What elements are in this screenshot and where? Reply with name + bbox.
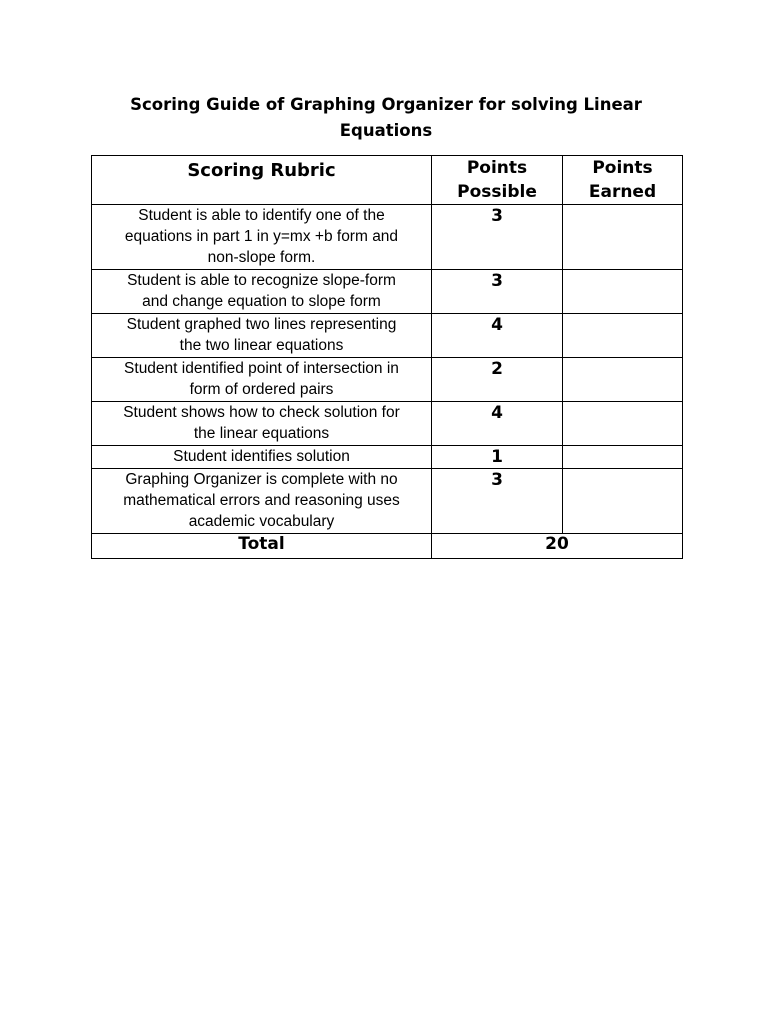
table-row bbox=[92, 314, 683, 358]
page-title: Scoring Guide of Graphing Organizer for solving Linear Equations bbox=[130, 95, 642, 140]
scoring-rubric-table bbox=[91, 155, 683, 559]
points-earned-cell[interactable] bbox=[563, 446, 683, 469]
points-possible-cell: 3 bbox=[432, 205, 563, 270]
table-row bbox=[92, 402, 683, 446]
header-points-possible: Points Possible bbox=[432, 156, 563, 205]
points-earned-cell[interactable] bbox=[563, 402, 683, 446]
criterion-cell: Student graphed two lines representing the two linear equations bbox=[92, 314, 432, 358]
points-earned-cell[interactable] bbox=[563, 205, 683, 270]
table-row bbox=[92, 205, 683, 270]
total-row bbox=[92, 534, 683, 559]
criterion-cell: Graphing Organizer is complete with no mathematical errors and reasoning uses academic vocabulary bbox=[92, 469, 432, 534]
points-possible-cell: 3 bbox=[432, 469, 563, 534]
header-points-earned: Points Earned bbox=[563, 156, 683, 205]
table-row bbox=[92, 446, 683, 469]
points-earned-cell[interactable] bbox=[563, 469, 683, 534]
points-earned-cell[interactable] bbox=[563, 270, 683, 314]
total-label: Total bbox=[92, 534, 432, 559]
header-scoring-rubric: Scoring Rubric bbox=[92, 156, 432, 205]
points-earned-cell[interactable] bbox=[563, 358, 683, 402]
table-row bbox=[92, 270, 683, 314]
points-possible-cell: 2 bbox=[432, 358, 563, 402]
criterion-cell: Student is able to recognize slope-form and change equation to slope form bbox=[92, 270, 432, 314]
points-possible-cell: 1 bbox=[432, 446, 563, 469]
criterion-cell: Student identified point of intersection in form of ordered pairs bbox=[92, 358, 432, 402]
criterion-cell: Student shows how to check solution for the linear equations bbox=[92, 402, 432, 446]
total-value: 20 bbox=[432, 534, 683, 559]
points-earned-cell[interactable] bbox=[563, 314, 683, 358]
table-row bbox=[92, 469, 683, 534]
points-possible-cell: 4 bbox=[432, 402, 563, 446]
points-possible-cell: 4 bbox=[432, 314, 563, 358]
points-possible-cell: 3 bbox=[432, 270, 563, 314]
criterion-cell: Student identifies solution bbox=[92, 446, 432, 469]
table-row bbox=[92, 358, 683, 402]
header-row bbox=[92, 156, 683, 205]
criterion-cell: Student is able to identify one of the equations in part 1 in y=mx +b form and non-slope form. bbox=[92, 205, 432, 270]
